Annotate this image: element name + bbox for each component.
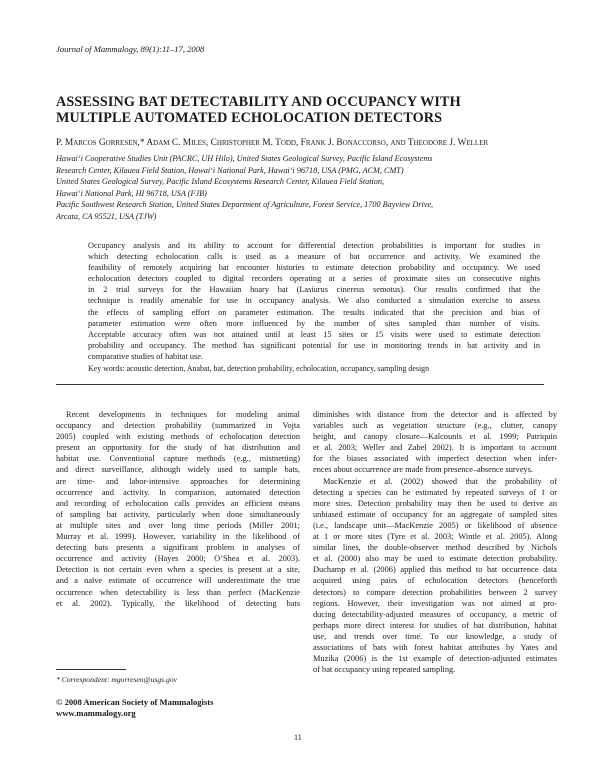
body-line: similar lines, the double-observer method described by Nichols	[313, 543, 557, 553]
footnote-divider	[56, 669, 126, 670]
body-line: unbiased estimate of occupancy for an aggregate of sampled sites	[313, 509, 557, 519]
body-line: of bat occupancy using repeated sampling.	[313, 665, 456, 675]
body-line: detectors) to compare detection probabilities between 2 survey	[313, 587, 557, 597]
abstract-line: feasibility of remotely acquiring bat encounter histories to estimate detection probability and occupancy. We used	[88, 263, 540, 273]
body-line: more sites. Detection probability may then be used to derive an	[313, 498, 557, 508]
affiliation-line: United States Geological Survey, Pacific Island Ecosystems Research Center, Kilauea Field Station,	[56, 177, 385, 187]
author-list: P. Marcos Gorresen,* Adam C. Miles, Christopher M. Todd, Frank J. Bonaccorso, and Theodore J. Weller	[56, 138, 489, 148]
abstract-line: comparative studies of habitat use.	[88, 351, 203, 361]
body-line: and a naïve estimate of occurrence will underestimate the true	[56, 576, 300, 586]
body-line: et al. 2003; Weller and Zabel 2002). It is important to account	[313, 443, 557, 453]
abstract-line: Occupancy analysis and its ability to account for differential detection probabilities is important for studies in	[88, 241, 540, 250]
body-line: occurrence and activity. In comparison, automated detection	[56, 487, 300, 497]
affiliations	[56, 153, 556, 223]
body-line: et al. 2002). Typically, the likelihood of detecting bats	[56, 598, 300, 608]
body-line: perhaps more direct interest for studies of bat distribution, habitat	[313, 620, 557, 630]
body-line: diminishes with distance from the detector and is affected by	[313, 410, 557, 419]
affiliation-line: Hawai‘i Cooperative Studies Unit (PACRC, UH Hilo), United States Geological Survey, Pacific Island Ecosystems	[56, 154, 433, 163]
body-line: variables such as vegetation structure (e.g., clutter, canopy	[313, 421, 557, 431]
body-line: are time- and labor-intensive approaches for determining	[56, 476, 300, 486]
body-line: occurrence and activity (Hayes 2000; O’Shea et al. 2003).	[56, 554, 300, 564]
copyright-line: © 2008 American Society of Mammalogists	[56, 697, 214, 707]
journal-citation: Journal of Mammalogy, 89(1):11–17, 2008	[56, 44, 205, 54]
body-line: ducing detectability-adjusted measures of occupancy, a metric of	[313, 609, 557, 619]
body-line: regions. However, their investigation was not aimed at pro-	[313, 598, 557, 608]
body-line: detecting bats presents a significant problem in analyses of	[56, 543, 300, 553]
body-line: ences about occurrence are made from presence–absence surveys.	[313, 465, 534, 475]
affiliation-line: Pacific Southwest Research Station, United States Department of Agriculture, Forest Service, 1700 Bayview Drive,	[56, 200, 434, 210]
affiliation-line: Research Center, Kilauea Field Station, Hawai‘i National Park, Hawai‘i 96718, USA (PMG, ACM, CMT)	[56, 165, 404, 175]
body-line: use, and trends over time. To our knowledge, a study of	[313, 631, 557, 641]
abstract-line: echolocation detectors coupled to digital recorders operating at a series of proximate sites on consecutive nights	[88, 274, 540, 284]
title-line: ASSESSING BAT DETECTABILITY AND OCCUPANCY WITH	[56, 94, 461, 110]
keywords: Key words: acoustic detection, Anabat, bat, detection probability, echolocation, occupancy, sampling design	[88, 364, 430, 373]
body-line: at multiple sites and over long time periods (Miller 2001;	[56, 520, 300, 530]
body-line: Duchamp et al. (2006) applied this method to bat occurrence data	[313, 565, 557, 575]
body-column-right	[313, 409, 557, 675]
abstract-line: parameter estimation were often more influenced by the number of sites sampled than number of visits.	[88, 318, 540, 328]
body-line: and recording of echolocation calls provides an efficient means	[56, 498, 300, 508]
body-line: at 1 or more sites (Tyre et al. 2003; Wintle et al. 2005). Along	[313, 532, 557, 542]
body-line: 2005) coupled with existing methods of echolocation detection	[56, 432, 300, 442]
body-line: detecting a species can be estimated by repeated surveys of 1 or	[313, 487, 557, 497]
body-line: occurrence when detectability is less than perfect (MacKenzie	[56, 587, 300, 597]
page-number: 11	[294, 733, 302, 742]
body-line: occupancy and detection probability (summarized in Vojta	[56, 421, 300, 431]
abstract-line: Acceptable accuracy often was not attained until at least 15 sites or 15 visits were used to estimate detection	[88, 329, 540, 339]
copyright-line: www.mammalogy.org	[56, 708, 136, 718]
body-line: habitat use. Conventional capture methods (e.g., mistnetting)	[56, 454, 300, 464]
body-line: present an opportunity for the study of bat distribution and	[56, 443, 300, 453]
copyright-block	[56, 697, 214, 719]
body-line: height, and canopy closure—Kalcounis et al. 1999; Patriquin	[313, 432, 557, 442]
article-title	[56, 94, 556, 126]
body-line: acquired using pairs of echolocation detectors (henceforth	[313, 576, 557, 586]
affiliation-line: Arcata, CA 95521, USA (TJW)	[56, 211, 157, 221]
section-divider	[56, 384, 544, 385]
body-line: associations of bats with forest habitat attributes by Yates and	[313, 642, 557, 652]
abstract-line: probability and occupancy. The method has significant potential for use in monitoring trends in bat activity and in	[88, 340, 540, 350]
body-line: Detection is not certain even when a species is present at a site,	[56, 565, 300, 575]
body-line: and direct surveillance, although widely used to sample bats,	[56, 465, 300, 475]
body-line: MacKenzie et al. (2002) showed that the probability of	[323, 476, 557, 486]
body-line: of sampling bat activity, particularly when done simultaneously	[56, 509, 300, 519]
abstract-line: which detecting echolocation calls is used as a measure of bat occurrence and activity. We examined the	[88, 252, 540, 262]
body-line: et al. (2000) also may be used to estimate detection probability.	[313, 554, 557, 564]
body-line: Muzika (2006) is the 1st example of detection-adjusted estimates	[313, 654, 557, 664]
body-line: Recent developments in techniques for modeling animal	[66, 410, 300, 419]
affiliation-line: Hawai‘i National Park, HI 96718, USA (FJB)	[56, 188, 207, 198]
abstract-line: technique is readily amenable for use in occupancy analysis. We also conducted a simulation exercise to assess	[88, 296, 540, 306]
correspondent-footnote: * Correspondent: mgorresen@usgs.gov	[56, 675, 177, 684]
title-line: MULTIPLE AUTOMATED ECHOLOCATION DETECTORS	[56, 110, 443, 126]
abstract-line: in 2 trial surveys for the Hawaiian hoary bat (Lasiurus cinereus semotus). Our results confirmed that the	[88, 285, 540, 295]
body-line: Murray et al. 1999). However, variability in the likelihood of	[56, 532, 300, 542]
body-column-left	[56, 409, 300, 609]
abstract	[88, 240, 540, 362]
body-line: (i.e., landscape unit—MacKenzie 2005) or likelihood of absence	[313, 520, 557, 530]
body-line: for the biases associated with imperfect detection when infer-	[313, 454, 557, 464]
abstract-line: the effects of sampling effort on parameter estimation. The results indicated that the precision and bias of	[88, 307, 540, 317]
